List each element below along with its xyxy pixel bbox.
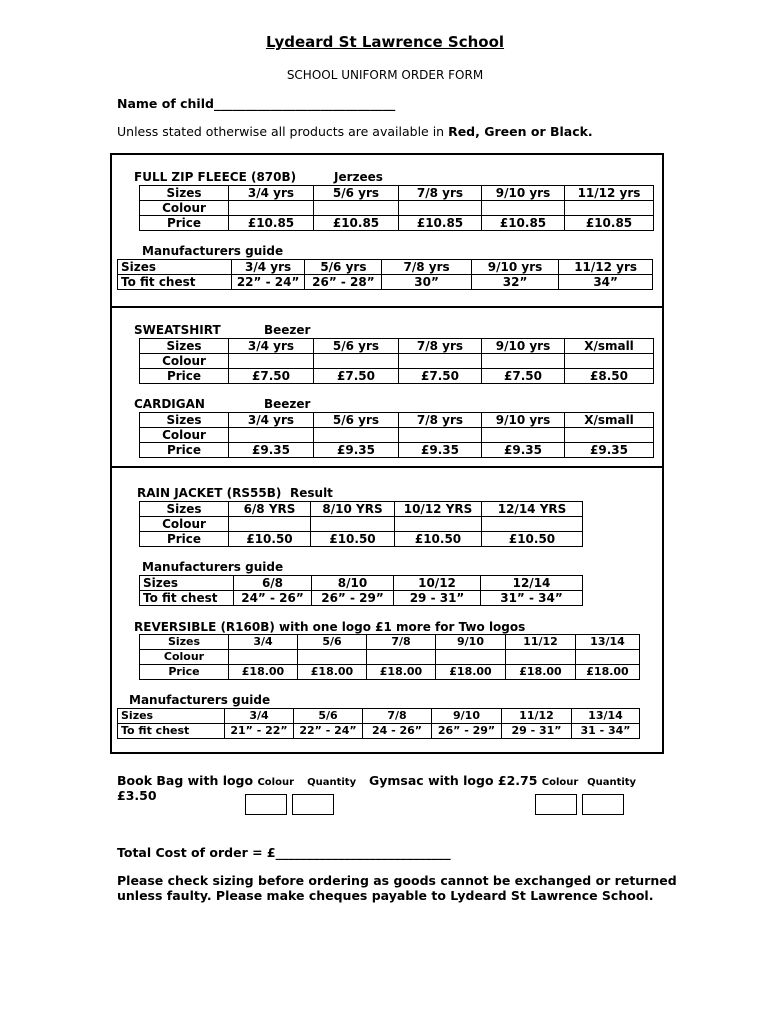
rain-jacket-row-label: Colour <box>140 517 229 532</box>
rain-jacket-row-label: Price <box>140 532 229 547</box>
sweatshirt-cell: £8.50 <box>565 369 654 384</box>
sweatshirt-order-table <box>139 338 654 384</box>
cardigan-cell: £9.35 <box>399 443 482 458</box>
reversible-size-guide-table <box>117 708 640 739</box>
rain-jacket-cell[interactable] <box>395 517 482 532</box>
cardigan-row-label: Price <box>140 443 229 458</box>
reversible-row <box>140 635 640 650</box>
sweatshirt-row-label: Sizes <box>140 339 229 354</box>
reversible-guide-cell: 13/14 <box>572 709 640 724</box>
reversible-cell: 13/14 <box>576 635 640 650</box>
reversible-cell: £18.00 <box>367 665 436 680</box>
reversible-guide-row <box>118 709 640 724</box>
fleece-guide-row-label: Sizes <box>118 260 232 275</box>
reversible-cell[interactable] <box>298 650 367 665</box>
reversible-guide-row <box>118 724 640 739</box>
book-bag-label <box>117 773 356 788</box>
gymsac-quantity-label: Quantity <box>587 777 637 788</box>
cardigan-cell: £9.35 <box>229 443 314 458</box>
reversible-guide-cell: 9/10 <box>432 709 502 724</box>
reversible-guide-row-label: To fit chest <box>118 724 225 739</box>
fleece-cell: £10.85 <box>399 216 482 231</box>
reversible-title: REVERSIBLE (R160B) with one logo £1 more for Two logos <box>134 620 526 634</box>
gymsac-colour-box[interactable] <box>535 794 577 815</box>
cardigan-cell: X/small <box>565 413 654 428</box>
sweatshirt-cell[interactable] <box>482 354 565 369</box>
rain-jacket-guide-cell: 8/10 <box>312 576 394 591</box>
reversible-guide-cell: 31 - 34” <box>572 724 640 739</box>
reversible-cell: 9/10 <box>436 635 506 650</box>
cardigan-cell[interactable] <box>314 428 399 443</box>
rain-jacket-size-guide-table <box>139 575 583 606</box>
reversible-cell: £18.00 <box>506 665 576 680</box>
book-bag-quantity-box[interactable] <box>292 794 334 815</box>
fleece-cell: £10.85 <box>314 216 399 231</box>
fleece-guide-row-label: To fit chest <box>118 275 232 290</box>
fleece-row <box>140 186 654 201</box>
cardigan-row <box>140 443 654 458</box>
fleece-row <box>140 201 654 216</box>
reversible-guide-cell: 21” - 22” <box>225 724 294 739</box>
fleece-guide-cell: 7/8 yrs <box>382 260 472 275</box>
sweatshirt-cell[interactable] <box>399 354 482 369</box>
sweatshirt-row-label: Price <box>140 369 229 384</box>
reversible-cell[interactable] <box>367 650 436 665</box>
rain-jacket-row <box>140 517 583 532</box>
rain-jacket-row <box>140 502 583 517</box>
rain-jacket-row-label: Sizes <box>140 502 229 517</box>
reversible-cell[interactable] <box>436 650 506 665</box>
rain-jacket-guide-cell: 24” - 26” <box>234 591 312 606</box>
fleece-cell[interactable] <box>482 201 565 216</box>
book-bag-quantity-label: Quantity <box>307 777 357 788</box>
reversible-guide-cell: 11/12 <box>502 709 572 724</box>
fleece-cell: 5/6 yrs <box>314 186 399 201</box>
cardigan-row-label: Sizes <box>140 413 229 428</box>
reversible-cell[interactable] <box>229 650 298 665</box>
gymsac-colour-label: Colour <box>541 777 579 788</box>
sweatshirt-row <box>140 339 654 354</box>
rain-jacket-title: RAIN JACKET (RS55B) <box>137 486 282 500</box>
reversible-guide-cell: 5/6 <box>294 709 363 724</box>
fleece-row-label: Price <box>140 216 229 231</box>
total-cost-field[interactable]: Total Cost of order = £____________________________ <box>117 845 451 860</box>
cardigan-cell: 9/10 yrs <box>482 413 565 428</box>
reversible-row <box>140 650 640 665</box>
fleece-brand: Jerzees <box>334 170 383 184</box>
sweatshirt-cell[interactable] <box>229 354 314 369</box>
fleece-cell: 11/12 yrs <box>565 186 654 201</box>
cardigan-cell: 5/6 yrs <box>314 413 399 428</box>
cardigan-cell: 7/8 yrs <box>399 413 482 428</box>
rain-jacket-cell: £10.50 <box>482 532 583 547</box>
fleece-row-label: Sizes <box>140 186 229 201</box>
rain-jacket-cell: £10.50 <box>311 532 395 547</box>
reversible-cell: £18.00 <box>436 665 506 680</box>
cardigan-order-table <box>139 412 654 458</box>
rain-jacket-cell: 10/12 YRS <box>395 502 482 517</box>
availability-colours: Red, Green or Black. <box>448 124 593 139</box>
reversible-cell: £18.00 <box>298 665 367 680</box>
sweatshirt-cell: 9/10 yrs <box>482 339 565 354</box>
reversible-cell: 5/6 <box>298 635 367 650</box>
rain-jacket-cell: 8/10 YRS <box>311 502 395 517</box>
reversible-cell: 7/8 <box>367 635 436 650</box>
sweatshirt-cell: £7.50 <box>482 369 565 384</box>
gymsac-label <box>369 773 636 788</box>
reversible-cell: £18.00 <box>229 665 298 680</box>
reversible-row <box>140 665 640 680</box>
fleece-guide-cell: 26” - 28” <box>305 275 382 290</box>
book-bag-text: Book Bag with logo <box>117 773 254 788</box>
cardigan-cell[interactable] <box>482 428 565 443</box>
fleece-guide-row <box>118 260 653 275</box>
rain-jacket-guide-cell: 26” - 29” <box>312 591 394 606</box>
sweatshirt-cell: 3/4 yrs <box>229 339 314 354</box>
rain-jacket-guide-cell: 31” - 34” <box>481 591 583 606</box>
sweatshirt-cell[interactable] <box>565 354 654 369</box>
reversible-guide-cell: 24 - 26” <box>363 724 432 739</box>
cardigan-title: CARDIGAN <box>134 397 205 411</box>
fleece-cell: 7/8 yrs <box>399 186 482 201</box>
reversible-cell: 3/4 <box>229 635 298 650</box>
reversible-row-label: Price <box>140 665 229 680</box>
rain-jacket-guide-row <box>140 576 583 591</box>
fleece-title: FULL ZIP FLEECE (870B) <box>134 170 297 184</box>
rain-jacket-brand: Result <box>290 486 333 500</box>
rain-jacket-guide-row <box>140 591 583 606</box>
rain-jacket-cell[interactable] <box>311 517 395 532</box>
terms-note-line1: Please check sizing before ordering as goods cannot be exchanged or returned <box>117 873 677 888</box>
cardigan-cell[interactable] <box>565 428 654 443</box>
rain-jacket-cell: £10.50 <box>229 532 311 547</box>
rain-jacket-cell[interactable] <box>229 517 311 532</box>
sweatshirt-row-label: Colour <box>140 354 229 369</box>
rain-jacket-guide-row-label: To fit chest <box>140 591 234 606</box>
terms-note-line2: unless faulty. Please make cheques payable to Lydeard St Lawrence School. <box>117 888 654 903</box>
rain-jacket-row <box>140 532 583 547</box>
fleece-guide-cell: 11/12 yrs <box>559 260 653 275</box>
rain-jacket-order-table <box>139 501 583 547</box>
fleece-order-table <box>139 185 654 231</box>
rain-jacket-guide-cell: 10/12 <box>394 576 481 591</box>
fleece-guide-title: Manufacturers guide <box>142 244 284 258</box>
sweatshirt-cell: £7.50 <box>229 369 314 384</box>
cardigan-cell: £9.35 <box>314 443 399 458</box>
fleece-guide-cell: 5/6 yrs <box>305 260 382 275</box>
fleece-cell[interactable] <box>565 201 654 216</box>
cardigan-brand: Beezer <box>264 397 311 411</box>
sweatshirt-cell: £7.50 <box>399 369 482 384</box>
gymsac-quantity-box[interactable] <box>582 794 624 815</box>
fleece-size-guide-table <box>117 259 653 290</box>
rain-jacket-guide-title: Manufacturers guide <box>142 560 284 574</box>
sweatshirt-brand: Beezer <box>264 323 311 337</box>
fleece-cell[interactable] <box>399 201 482 216</box>
reversible-guide-cell: 26” - 29” <box>432 724 502 739</box>
page-title: Lydeard St Lawrence School <box>265 33 505 51</box>
book-bag-price: £3.50 <box>117 788 157 803</box>
reversible-cell: £18.00 <box>576 665 640 680</box>
fleece-row <box>140 216 654 231</box>
cardigan-cell[interactable] <box>399 428 482 443</box>
rain-jacket-guide-row-label: Sizes <box>140 576 234 591</box>
reversible-cell[interactable] <box>506 650 576 665</box>
rain-jacket-guide-cell: 6/8 <box>234 576 312 591</box>
reversible-guide-cell: 22” - 24” <box>294 724 363 739</box>
fleece-cell: £10.85 <box>482 216 565 231</box>
rain-jacket-guide-cell: 29 - 31” <box>394 591 481 606</box>
rain-jacket-cell: 6/8 YRS <box>229 502 311 517</box>
sweatshirt-row <box>140 354 654 369</box>
book-bag-colour-box[interactable] <box>245 794 287 815</box>
reversible-order-table <box>139 634 640 680</box>
sweatshirt-row <box>140 369 654 384</box>
fleece-guide-cell: 22” - 24” <box>231 275 305 290</box>
cardigan-cell: 3/4 yrs <box>229 413 314 428</box>
cardigan-cell: £9.35 <box>565 443 654 458</box>
sweatshirt-title: SWEATSHIRT <box>134 323 221 337</box>
rain-jacket-cell: £10.50 <box>395 532 482 547</box>
form-subtitle: SCHOOL UNIFORM ORDER FORM <box>286 68 484 82</box>
fleece-guide-cell: 30” <box>382 275 472 290</box>
name-of-child-field[interactable]: Name of child_____________________________ <box>117 96 396 111</box>
rain-jacket-cell: 12/14 YRS <box>482 502 583 517</box>
reversible-cell[interactable] <box>576 650 640 665</box>
fleece-row-label: Colour <box>140 201 229 216</box>
reversible-guide-cell: 3/4 <box>225 709 294 724</box>
book-bag-colour-label: Colour <box>257 777 295 788</box>
availability-prefix: Unless stated otherwise all products are available in <box>117 124 449 139</box>
gymsac-text: Gymsac with logo £2.75 <box>369 773 538 788</box>
cardigan-cell[interactable] <box>229 428 314 443</box>
reversible-guide-cell: 7/8 <box>363 709 432 724</box>
sweatshirt-cell: £7.50 <box>314 369 399 384</box>
rain-jacket-guide-cell: 12/14 <box>481 576 583 591</box>
fleece-guide-cell: 34” <box>559 275 653 290</box>
sweatshirt-cell[interactable] <box>314 354 399 369</box>
reversible-guide-row-label: Sizes <box>118 709 225 724</box>
sweatshirt-cell: 5/6 yrs <box>314 339 399 354</box>
fleece-cell[interactable] <box>314 201 399 216</box>
fleece-guide-cell: 3/4 yrs <box>231 260 305 275</box>
rain-jacket-cell[interactable] <box>482 517 583 532</box>
reversible-guide-title: Manufacturers guide <box>129 693 271 707</box>
fleece-guide-row <box>118 275 653 290</box>
cardigan-row <box>140 428 654 443</box>
fleece-cell: £10.85 <box>229 216 314 231</box>
availability-note <box>117 124 593 139</box>
fleece-cell: £10.85 <box>565 216 654 231</box>
fleece-guide-cell: 32” <box>471 275 558 290</box>
fleece-guide-cell: 9/10 yrs <box>471 260 558 275</box>
cardigan-row <box>140 413 654 428</box>
sweatshirt-cell: X/small <box>565 339 654 354</box>
fleece-cell: 9/10 yrs <box>482 186 565 201</box>
reversible-row-label: Colour <box>140 650 229 665</box>
cardigan-row-label: Colour <box>140 428 229 443</box>
sweatshirt-cell: 7/8 yrs <box>399 339 482 354</box>
reversible-row-label: Sizes <box>140 635 229 650</box>
reversible-cell: 11/12 <box>506 635 576 650</box>
cardigan-cell: £9.35 <box>482 443 565 458</box>
reversible-guide-cell: 29 - 31” <box>502 724 572 739</box>
fleece-cell: 3/4 yrs <box>229 186 314 201</box>
fleece-cell[interactable] <box>229 201 314 216</box>
